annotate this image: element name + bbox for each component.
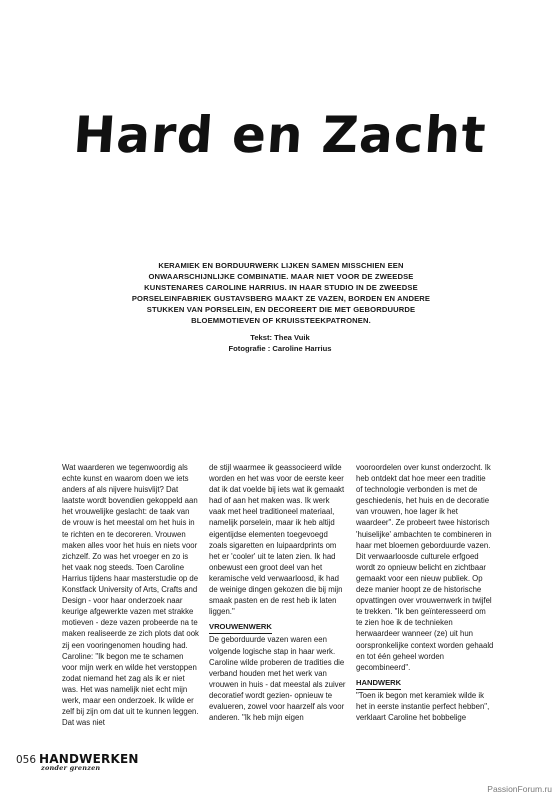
- body-paragraph: de stijl waarmee ik geassocieerd wilde worden en het was voor de eerste keer dat ik dat voelde bij iets wat ik gemaakt had of aan het maken was. Ik werk vaak met heel traditioneel materiaal, namelijk porselein, maar ik heb altijd eigentijdse elementen toegevoegd zoals sigaretten en luipaardprints om het er 'cooler' uit te laten zien. Ik had onbewust een groot deel van het keramische veld verwaarloosd, ik had de weinige dingen gekozen die bij mijn smaak pasten en de rest heb ik laten liggen.": [209, 463, 345, 617]
- body-paragraph: Wat waarderen we tegenwoordig als echte kunst en waarom doen we iets anders af als nijvere huisvlijt? Dat laatste wordt bovendien gekoppeld aan het vrouwelijke geslacht: de taak van de vrouw is het meestal om het huis in te richten en te decoreren. Vrouwen maken alles voor het huis en niets voor zichzelf. Zo was het vroeger en zo is het vaak nog steeds. Toen Caroline Harrius tijdens haar masterstudie op de Konstfack University of Arts, Crafts and Design - voor haar onderzoek naar keurige afgewerkte vazen met strakke motieven - deze vazen probeerde na te maken realiseerde ze zich plots dat ook zij een vooringenomen houding had. Caroline: "Ik begon me te schamen voor mijn werk en wilde het verstoppen zodat niemand het zag als ik er niet was. Het was namelijk niet echt mijn werk, maar een onderzoek. Ik wilde er zelf bij zijn om dat uit te kunnen leggen. Dat was niet: [62, 463, 199, 728]
- article-credits: [0, 332, 560, 354]
- body-column-1: [62, 462, 200, 728]
- article-title: Hard en Zacht: [71, 106, 489, 164]
- section-heading-vrouwenwerk: VROUWENWERK: [209, 621, 272, 634]
- article-intro: KERAMIEK EN BORDUURWERK LIJKEN SAMEN MISSCHIEN EEN ONWAARSCHIJNLIJKE COMBINATIE. MAAR NIET VOOR DE ZWEEDSE KUNSTENARES CAROLINE HARRIUS. IN HAAR STUDIO IN DE ZWEEDSE PORSELEINFABRIEK GUSTAVSBERG MAAKT ZE VAZEN, BORDEN EN ANDERE STUKKEN VAN PORSELEIN, EN DECOREERT DIE MET GEBORDUURDE BLOEMMOTIEVEN OF KRUISSTEEKPATRONEN.: [131, 261, 431, 326]
- body-column-2: [209, 462, 347, 723]
- body-column-3: [356, 462, 494, 723]
- body-paragraph: De geborduurde vazen waren een volgende logische stap in haar werk. Caroline wilde proberen de tradities die verband houden met het werk van vrouwen in huis - dat meestal als zuiver decoratief wordt gezien- opnieuw te evalueren, zowel voor haarzelf als voor anderen. "Ik heb mijn eigen: [209, 635, 346, 723]
- magazine-logo: [39, 752, 139, 772]
- page-number: 056: [16, 754, 37, 766]
- page-footer: [16, 752, 139, 772]
- watermark: PassionForum.ru: [487, 784, 552, 794]
- magazine-tagline: zonder grenzen: [41, 764, 101, 772]
- body-paragraph: "Toen ik begon met keramiek wilde ik het in eerste instantie perfect hebben", verklaart Caroline het bobbelige: [356, 690, 490, 723]
- credit-photo: Fotografie : Caroline Harrius: [228, 344, 332, 353]
- body-paragraph: vooroordelen over kunst onderzocht. Ik heb ontdekt dat hoe meer een traditie of technologie verbonden is met de geschiedenis, het huis en de decoratie van vrouwen, hoe lager ik het waardeer". Ze probeert twee historisch 'huiselijke' ambachten te combineren in haar met bloemen geborduurde vazen. Dit verwaarloosde culturele erfgoed wordt zo opnieuw belicht en zichtbaar gemaakt voor een nieuw publiek. Op deze manier hoopt ze de historische opvattingen over vrouwenwerk in twijfel te trekken. "Ik ben geïnteresseerd om te zien hoe ik de technieken herwaardeer wanneer (ze) uit hun oorspronkelijke context worden gehaald en tot één geheel worden gecombineerd".: [356, 463, 494, 672]
- magazine-name: HANDWERKEN: [39, 752, 139, 766]
- credit-text: Tekst: Thea Vuik: [250, 333, 310, 342]
- section-heading-handwerk: HANDWERK: [356, 677, 401, 690]
